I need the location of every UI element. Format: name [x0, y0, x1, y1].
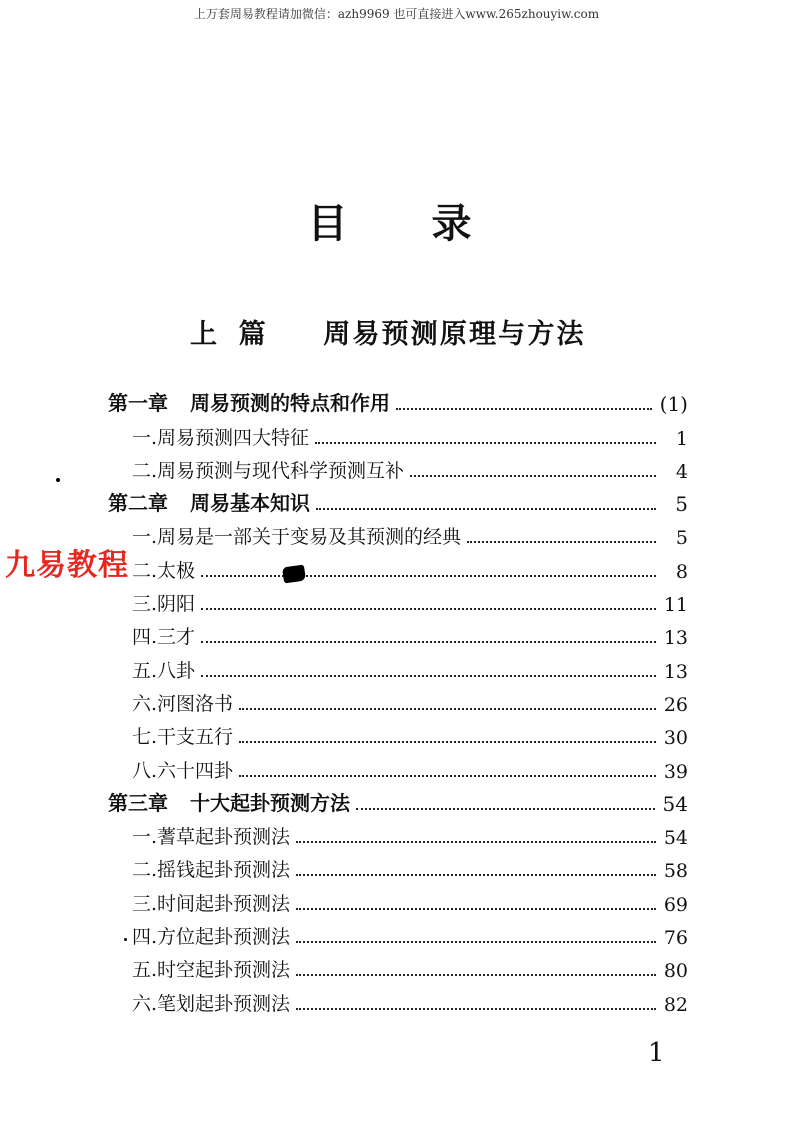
- toc-entry-label: 七.干支五行: [132, 726, 234, 749]
- toc-page-number: 69: [663, 893, 688, 916]
- toc-page-number: 13: [663, 660, 688, 683]
- toc-entry-label: 四.三才: [132, 626, 196, 649]
- watermark-logo: 九易教程: [5, 548, 129, 583]
- toc-page-number: 26: [663, 693, 688, 716]
- dot-leader: [315, 442, 656, 444]
- toc-section-row: [108, 716, 688, 749]
- toc-entry-label: 六.笔划起卦预测法: [132, 992, 291, 1015]
- toc-entry-label: [108, 487, 316, 516]
- dot-leader: [201, 575, 656, 577]
- toc-section-row: [108, 849, 688, 882]
- dot-leader: [239, 741, 656, 743]
- toc-page-number: 76: [663, 927, 688, 950]
- dot-leader: [316, 508, 656, 510]
- toc-entry-label: 二.周易预测与现代科学预测互补: [132, 459, 405, 482]
- part-title: [190, 312, 586, 351]
- toc-entry-label: 三.时间起卦预测法: [132, 892, 291, 915]
- toc-page-number: 5: [675, 492, 688, 517]
- toc-page-number: 54: [662, 791, 688, 816]
- page-title-char-1: 目: [307, 201, 362, 247]
- toc-page-number: 13: [663, 627, 688, 650]
- dot-leader: [296, 874, 656, 876]
- toc-page-number: 4: [675, 460, 688, 483]
- toc-page-number: 8: [675, 560, 688, 583]
- page-title: [0, 192, 793, 249]
- toc-entry-label: 六.河图洛书: [132, 692, 234, 715]
- toc-section-row: [108, 616, 688, 649]
- toc-entry-label: 三.阴阳: [132, 593, 196, 616]
- page-title-char-2: 录: [431, 201, 486, 247]
- dot-leader: [296, 908, 656, 910]
- toc-section-row: [108, 450, 688, 483]
- toc-section-row: [108, 949, 688, 982]
- table-of-contents: [108, 383, 688, 1016]
- dot-leader: [201, 641, 656, 643]
- ink-speck: [56, 478, 60, 482]
- dot-leader: [296, 941, 656, 943]
- toc-entry-label: 八.六十四卦: [132, 759, 234, 782]
- toc-chapter-row: [108, 383, 688, 416]
- toc-section-row: [108, 882, 688, 915]
- toc-section-row: [108, 649, 688, 682]
- toc-section-row: [108, 683, 688, 716]
- dot-leader: [410, 475, 656, 477]
- chapter-title: 周易预测的特点和作用: [190, 391, 390, 416]
- chapter-title: 周易基本知识: [190, 491, 310, 516]
- toc-page-number: 82: [663, 993, 688, 1016]
- toc-entry-label: [108, 387, 396, 416]
- toc-page-number: 80: [663, 960, 688, 983]
- dot-leader: [296, 1008, 656, 1010]
- header-note: 上万套周易教程请加微信：azh9969 也可直接进入www.265zhouyiw.com: [193, 7, 600, 21]
- toc-entry-label: 四.方位起卦预测法: [132, 926, 291, 949]
- toc-entry-label: 五.八卦: [132, 659, 196, 682]
- dot-leader: [356, 808, 655, 810]
- toc-section-row: [108, 416, 688, 449]
- toc-entry-label: 五.时空起卦预测法: [132, 959, 291, 982]
- dot-leader: [239, 708, 656, 710]
- toc-entry-label: 二.太极: [132, 559, 196, 582]
- page-number: 1: [648, 1038, 665, 1068]
- dot-leader: [296, 841, 656, 843]
- toc-page-number: 39: [663, 760, 688, 783]
- toc-section-row: [108, 549, 688, 582]
- toc-entry-label: 一.周易是一部关于变易及其预测的经典: [132, 526, 462, 549]
- dot-leader: [467, 541, 656, 543]
- toc-page-number: 1: [675, 427, 688, 450]
- toc-page-number: 54: [663, 827, 688, 850]
- toc-page-number: 58: [663, 860, 688, 883]
- chapter-number: 第三章: [108, 790, 168, 815]
- toc-section-row: [108, 816, 688, 849]
- toc-section-row: [108, 749, 688, 782]
- toc-entry-label: 一.蓍草起卦预测法: [132, 826, 291, 849]
- toc-section-row: [108, 583, 688, 616]
- dot-leader: [296, 974, 656, 976]
- chapter-number: 第一章: [108, 391, 168, 416]
- part-name: 周易预测原理与方法: [323, 319, 586, 350]
- ink-speck: [124, 938, 127, 941]
- dot-leader: [201, 675, 656, 677]
- chapter-number: 第二章: [108, 491, 168, 516]
- toc-section-row: [108, 516, 688, 549]
- chapter-title: 十大起卦预测方法: [190, 790, 350, 815]
- toc-page-number: 30: [663, 727, 688, 750]
- toc-page-number: (1): [659, 392, 688, 417]
- toc-page-number: 5: [675, 527, 688, 550]
- dot-leader: [201, 608, 656, 610]
- dot-leader: [239, 775, 656, 777]
- toc-section-row: [108, 982, 688, 1015]
- toc-entry-label: 二.摇钱起卦预测法: [132, 859, 291, 882]
- toc-chapter-row: [108, 783, 688, 816]
- part-label: 上篇: [190, 319, 288, 350]
- toc-page-number: 11: [663, 594, 688, 617]
- toc-entry-label: 一.周易预测四大特征: [132, 426, 310, 449]
- toc-entry-label: [108, 787, 356, 816]
- dot-leader: [396, 408, 652, 410]
- toc-chapter-row: [108, 483, 688, 516]
- toc-section-row: [108, 916, 688, 949]
